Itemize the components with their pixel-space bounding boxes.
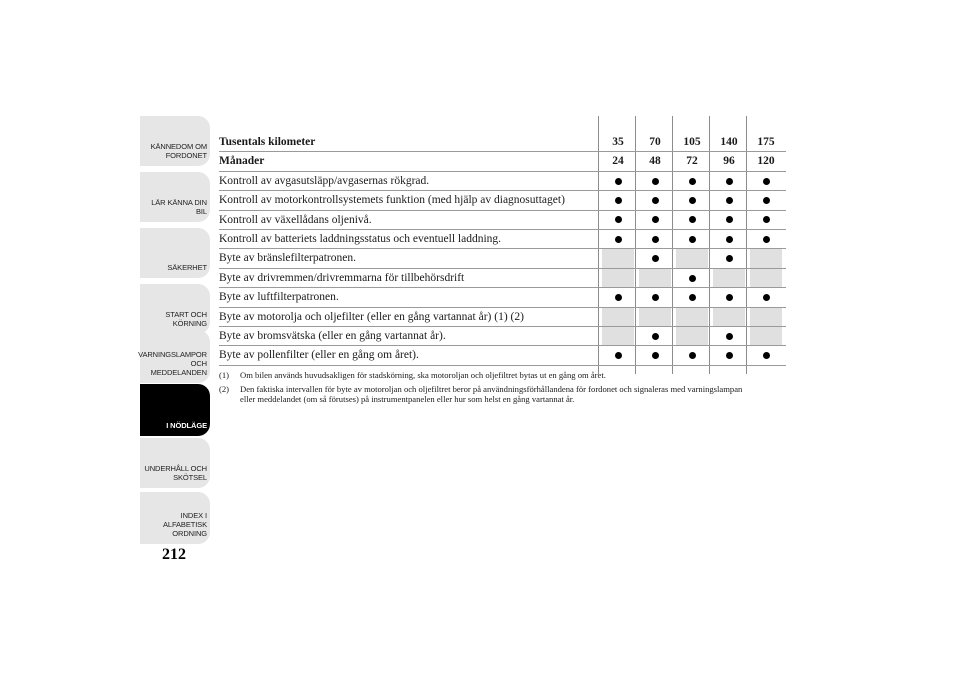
footnote-mark: (2)	[219, 383, 230, 394]
table-row	[219, 191, 786, 210]
filled-circle-icon	[689, 178, 696, 185]
marked-cell	[750, 288, 782, 306]
tab-label: LÄR KÄNNA DIN BIL	[151, 198, 207, 216]
table-row	[219, 308, 786, 327]
filled-circle-icon	[689, 236, 696, 243]
row-label: Byte av drivremmen/drivremmarna för tillbehörsdrift	[219, 271, 465, 284]
tab-lar-kanna-din-bil[interactable]	[140, 172, 210, 222]
filled-circle-icon	[615, 294, 622, 301]
tab-start-och-korning[interactable]	[140, 284, 210, 334]
filled-circle-icon	[763, 178, 770, 185]
filled-circle-icon	[689, 352, 696, 359]
marked-cell	[713, 346, 745, 364]
filled-circle-icon	[652, 178, 659, 185]
filled-circle-icon	[689, 216, 696, 223]
maintenance-table	[219, 133, 786, 366]
km-value: 70	[649, 136, 661, 148]
filled-circle-icon	[615, 216, 622, 223]
empty-cell	[750, 249, 782, 267]
tab-label: KÄNNEDOM OM FORDONET	[150, 142, 207, 160]
row-label: Byte av bränslefilterpatronen.	[219, 252, 356, 265]
row-label: Kontroll av växellådans oljenivå.	[219, 213, 372, 226]
filled-circle-icon	[763, 236, 770, 243]
marked-cell	[676, 172, 708, 190]
filled-circle-icon	[652, 352, 659, 359]
marked-cell	[639, 230, 671, 248]
empty-cell	[602, 249, 634, 267]
row-label: Byte av bromsvätska (eller en gång vartannat år).	[219, 329, 446, 342]
footnote-text: Om bilen används huvudsakligen för stadskörning, ska motoroljan och oljefiltret bytas ut en gång om året.	[240, 370, 606, 380]
row-label: Byte av motorolja och oljefilter (eller en gång vartannat år) (1) (2)	[219, 310, 524, 323]
page-number: 212	[162, 546, 186, 563]
empty-cell	[602, 269, 634, 287]
filled-circle-icon	[689, 275, 696, 282]
marked-cell	[676, 191, 708, 209]
marked-cell	[750, 230, 782, 248]
tab-kannedom-om-fordonet[interactable]	[140, 116, 210, 166]
filled-circle-icon	[652, 216, 659, 223]
table-row	[219, 346, 786, 365]
marked-cell	[639, 211, 671, 229]
table-row	[219, 249, 786, 268]
filled-circle-icon	[615, 178, 622, 185]
filled-circle-icon	[726, 352, 733, 359]
marked-cell	[676, 346, 708, 364]
filled-circle-icon	[763, 294, 770, 301]
marked-cell	[713, 230, 745, 248]
filled-circle-icon	[726, 294, 733, 301]
month-value: 120	[757, 155, 775, 168]
filled-circle-icon	[726, 216, 733, 223]
month-value: 72	[686, 155, 698, 168]
filled-circle-icon	[726, 178, 733, 185]
table-row	[219, 230, 786, 249]
empty-cell	[676, 249, 708, 267]
month-value: 24	[612, 155, 624, 168]
row-label: Kontroll av batteriets laddningsstatus och eventuell laddning.	[219, 232, 502, 245]
marked-cell	[750, 172, 782, 190]
marked-cell	[750, 346, 782, 364]
km-value: 175	[757, 136, 775, 148]
empty-cell	[639, 269, 671, 287]
tab-label: SÄKERHET	[167, 263, 207, 272]
km-value: 35	[612, 136, 624, 148]
marked-cell	[639, 346, 671, 364]
filled-circle-icon	[652, 333, 659, 340]
tab-label: UNDERHÅLL OCH SKÖTSEL	[144, 464, 207, 482]
tab-label: VARNINGSLAMPOR OCH MEDDELANDEN	[138, 350, 207, 377]
empty-cell	[750, 269, 782, 287]
footnotes	[219, 370, 759, 408]
km-value: 140	[720, 136, 738, 148]
empty-cell	[639, 308, 671, 326]
footnote-mark: (1)	[219, 370, 230, 380]
marked-cell	[676, 288, 708, 306]
filled-circle-icon	[652, 236, 659, 243]
footnote-text: Den faktiska intervallen för byte av motoroljan och oljefiltret beror på användningsförhållandena för fordonet och signaleras med varningslampan eller meddelandet (om så förutses) på instrumentpanelen eller hur som helst en gång vartannat år.	[240, 383, 743, 404]
table-row	[219, 327, 786, 346]
footnote	[219, 384, 759, 405]
marked-cell	[713, 249, 745, 267]
table-row	[219, 288, 786, 307]
marked-cell	[676, 211, 708, 229]
tab-i-nodlage[interactable]	[140, 384, 210, 436]
filled-circle-icon	[652, 294, 659, 301]
filled-circle-icon	[652, 255, 659, 262]
marked-cell	[750, 191, 782, 209]
filled-circle-icon	[763, 216, 770, 223]
tab-underhall-och-skotsel[interactable]	[140, 438, 210, 488]
table-body	[219, 172, 786, 366]
filled-circle-icon	[726, 197, 733, 204]
month-value: 48	[649, 155, 661, 168]
filled-circle-icon	[763, 352, 770, 359]
marked-cell	[602, 211, 634, 229]
empty-cell	[676, 308, 708, 326]
table-row	[219, 269, 786, 288]
months-header-label: Månader	[219, 155, 265, 168]
marked-cell	[750, 211, 782, 229]
filled-circle-icon	[726, 333, 733, 340]
table-row	[219, 172, 786, 191]
tab-label: INDEX I ALFABETISK ORDNING	[162, 511, 207, 538]
marked-cell	[602, 230, 634, 248]
marked-cell	[713, 172, 745, 190]
tab-sakerhet[interactable]	[140, 228, 210, 278]
filled-circle-icon	[652, 197, 659, 204]
filled-circle-icon	[689, 197, 696, 204]
marked-cell	[676, 230, 708, 248]
marked-cell	[676, 269, 708, 287]
table-row	[219, 211, 786, 230]
filled-circle-icon	[689, 294, 696, 301]
table-header-months	[219, 152, 786, 171]
tab-index[interactable]	[140, 492, 210, 544]
empty-cell	[750, 308, 782, 326]
marked-cell	[713, 191, 745, 209]
marked-cell	[639, 249, 671, 267]
filled-circle-icon	[726, 255, 733, 262]
marked-cell	[713, 288, 745, 306]
filled-circle-icon	[763, 197, 770, 204]
marked-cell	[639, 172, 671, 190]
empty-cell	[602, 308, 634, 326]
table-header-km	[219, 133, 786, 152]
tab-label: I NÖDLÄGE	[166, 421, 207, 430]
row-label: Byte av pollenfilter (eller en gång om året).	[219, 349, 419, 362]
empty-cell	[676, 327, 708, 345]
filled-circle-icon	[615, 197, 622, 204]
km-value: 105	[683, 136, 701, 148]
km-header-label: Tusentals kilometer	[219, 136, 316, 148]
filled-circle-icon	[726, 236, 733, 243]
marked-cell	[639, 191, 671, 209]
marked-cell	[602, 288, 634, 306]
filled-circle-icon	[615, 236, 622, 243]
marked-cell	[639, 288, 671, 306]
month-value: 96	[723, 155, 735, 168]
marked-cell	[713, 327, 745, 345]
tab-label: START OCH KÖRNING	[165, 310, 207, 328]
row-label: Kontroll av motorkontrollsystemets funktion (med hjälp av diagnosuttaget)	[219, 194, 565, 207]
empty-cell	[713, 269, 745, 287]
row-label: Byte av luftfilterpatronen.	[219, 291, 339, 304]
marked-cell	[713, 211, 745, 229]
marked-cell	[639, 327, 671, 345]
footnote	[219, 370, 759, 381]
empty-cell	[713, 308, 745, 326]
marked-cell	[602, 346, 634, 364]
tab-varningslampor[interactable]	[140, 330, 210, 383]
row-label: Kontroll av avgasutsläpp/avgasernas rökgrad.	[219, 174, 430, 187]
filled-circle-icon	[615, 352, 622, 359]
marked-cell	[602, 172, 634, 190]
empty-cell	[602, 327, 634, 345]
marked-cell	[602, 191, 634, 209]
empty-cell	[750, 327, 782, 345]
